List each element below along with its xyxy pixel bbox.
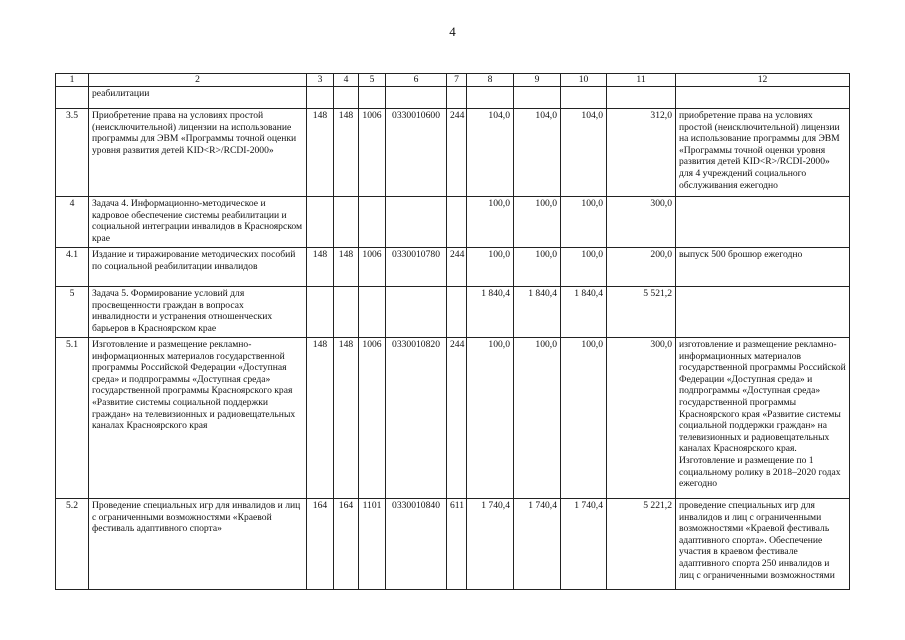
cell-col11: 200,0 [607, 248, 676, 287]
header-cell: 4 [334, 74, 359, 87]
cell-result [676, 197, 850, 248]
cell-col5 [359, 287, 386, 338]
table-row [56, 197, 850, 248]
cell-result [676, 87, 850, 109]
header-cell: 6 [386, 74, 447, 87]
cell-col7 [447, 87, 467, 109]
cell-col8: 1 740,4 [467, 499, 514, 590]
cell-col8: 1 840,4 [467, 287, 514, 338]
header-cell: 10 [561, 74, 607, 87]
cell-col10: 1 740,4 [561, 499, 607, 590]
cell-col7: 611 [447, 499, 467, 590]
cell-col11: 312,0 [607, 109, 676, 197]
row-number: 5.2 [56, 499, 89, 590]
table-row [56, 109, 850, 197]
row-number: 4.1 [56, 248, 89, 287]
cell-col3: 148 [307, 109, 334, 197]
row-number [56, 87, 89, 109]
cell-col9: 1 740,4 [514, 499, 561, 590]
cell-col6: 0330010840 [386, 499, 447, 590]
program-table [55, 73, 850, 590]
cell-col8: 104,0 [467, 109, 514, 197]
cell-col6 [386, 287, 447, 338]
cell-col4: 148 [334, 338, 359, 499]
cell-col5: 1006 [359, 338, 386, 499]
cell-result: выпуск 500 брошюр ежегодно [676, 248, 850, 287]
row-title: реабилитации [89, 87, 307, 109]
cell-col11: 5 221,2 [607, 499, 676, 590]
table-header-row [56, 74, 850, 87]
header-cell: 11 [607, 74, 676, 87]
cell-col4: 148 [334, 248, 359, 287]
cell-result: проведение специальных игр для инвалидов и лиц с ограниченными возможностями «Краевой фестиваль адаптивного спорта». Обеспечение участия в краевом фестивале адаптивного спорта 250 инвалидов и лиц с ограниченными возможностями [676, 499, 850, 590]
cell-col5: 1006 [359, 248, 386, 287]
header-cell: 9 [514, 74, 561, 87]
cell-col3: 148 [307, 248, 334, 287]
cell-col7: 244 [447, 338, 467, 499]
cell-col10: 100,0 [561, 338, 607, 499]
cell-col8 [467, 87, 514, 109]
row-number: 4 [56, 197, 89, 248]
cell-col3: 164 [307, 499, 334, 590]
header-cell: 12 [676, 74, 850, 87]
cell-col9: 100,0 [514, 197, 561, 248]
cell-col9: 104,0 [514, 109, 561, 197]
cell-col8: 100,0 [467, 248, 514, 287]
cell-col3 [307, 287, 334, 338]
row-number: 3.5 [56, 109, 89, 197]
row-title: Издание и тиражирование методических пособий по социальной реабилитации инвалидов [89, 248, 307, 287]
cell-col7 [447, 197, 467, 248]
cell-col5: 1101 [359, 499, 386, 590]
header-cell: 2 [89, 74, 307, 87]
cell-col6: 0330010600 [386, 109, 447, 197]
cell-result: изготовление и размещение рекламно-информационных материалов государственной программы Российской Федерации «Доступная среда» и подпрограммы «Доступная среда» государственной программы Красноярского края «Развитие системы социальной поддержки граждан» на телевизионных и радиовещательных каналах Красноярского края. Изготовление и размещение по 1 социальному ролику в 2018–2020 годах ежегодно [676, 338, 850, 499]
table-row [56, 287, 850, 338]
table-row [56, 248, 850, 287]
cell-col4: 148 [334, 109, 359, 197]
cell-col9 [514, 87, 561, 109]
cell-col7: 244 [447, 109, 467, 197]
header-cell: 8 [467, 74, 514, 87]
cell-col5: 1006 [359, 109, 386, 197]
cell-col10: 104,0 [561, 109, 607, 197]
row-title: Задача 5. Формирование условий для просвещенности граждан в вопросах инвалидности и устранения отношенческих барьеров в Красноярском крае [89, 287, 307, 338]
cell-col5 [359, 87, 386, 109]
cell-col11 [607, 87, 676, 109]
cell-col10 [561, 87, 607, 109]
cell-col4: 164 [334, 499, 359, 590]
cell-col10: 100,0 [561, 197, 607, 248]
page-number: 4 [449, 24, 456, 39]
table-row [56, 499, 850, 590]
cell-col3: 148 [307, 338, 334, 499]
cell-col7 [447, 287, 467, 338]
row-number: 5 [56, 287, 89, 338]
row-title: Изготовление и размещение рекламно-информационных материалов государственной программы Российской Федерации «Доступная среда» и подпрограммы «Доступная среда» государственной программы Красноярского края «Развитие системы социальной поддержки граждан» на телевизионных и радиовещательных каналах Красноярского края [89, 338, 307, 499]
cell-col5 [359, 197, 386, 248]
header-cell: 3 [307, 74, 334, 87]
cell-col6 [386, 197, 447, 248]
cell-col4 [334, 87, 359, 109]
cell-col3 [307, 197, 334, 248]
cell-col8: 100,0 [467, 197, 514, 248]
header-cell: 5 [359, 74, 386, 87]
cell-col7: 244 [447, 248, 467, 287]
cell-col9: 100,0 [514, 338, 561, 499]
header-cell: 1 [56, 74, 89, 87]
row-title: Проведение специальных игр для инвалидов и лиц с ограниченными возможностями «Краевой фестиваль адаптивного спорта» [89, 499, 307, 590]
cell-col11: 5 521,2 [607, 287, 676, 338]
cell-col8: 100,0 [467, 338, 514, 499]
cell-col6: 0330010820 [386, 338, 447, 499]
cell-col9: 1 840,4 [514, 287, 561, 338]
table-row [56, 87, 850, 109]
cell-col4 [334, 287, 359, 338]
cell-col6: 0330010780 [386, 248, 447, 287]
row-number: 5.1 [56, 338, 89, 499]
cell-col11: 300,0 [607, 197, 676, 248]
cell-col10: 100,0 [561, 248, 607, 287]
cell-result: приобретение права на условиях простой (неисключительной) лицензии на использование программы для ЭВМ «Программы точной оценки уровня развития детей KID<R>/RCDI-2000» для 4 учреждений социального обслуживания ежегодно [676, 109, 850, 197]
cell-col6 [386, 87, 447, 109]
cell-col9: 100,0 [514, 248, 561, 287]
cell-col10: 1 840,4 [561, 287, 607, 338]
cell-result [676, 287, 850, 338]
header-cell: 7 [447, 74, 467, 87]
table-row [56, 338, 850, 499]
cell-col4 [334, 197, 359, 248]
row-title: Задача 4. Информационно-методическое и кадровое обеспечение системы реабилитации и социальной интеграции инвалидов в Красноярском крае [89, 197, 307, 248]
cell-col3 [307, 87, 334, 109]
cell-col11: 300,0 [607, 338, 676, 499]
row-title: Приобретение права на условиях простой (неисключительной) лицензии на использование программы для ЭВМ «Программы точной оценки уровня развития детей KID<R>/RCDI-2000» [89, 109, 307, 197]
